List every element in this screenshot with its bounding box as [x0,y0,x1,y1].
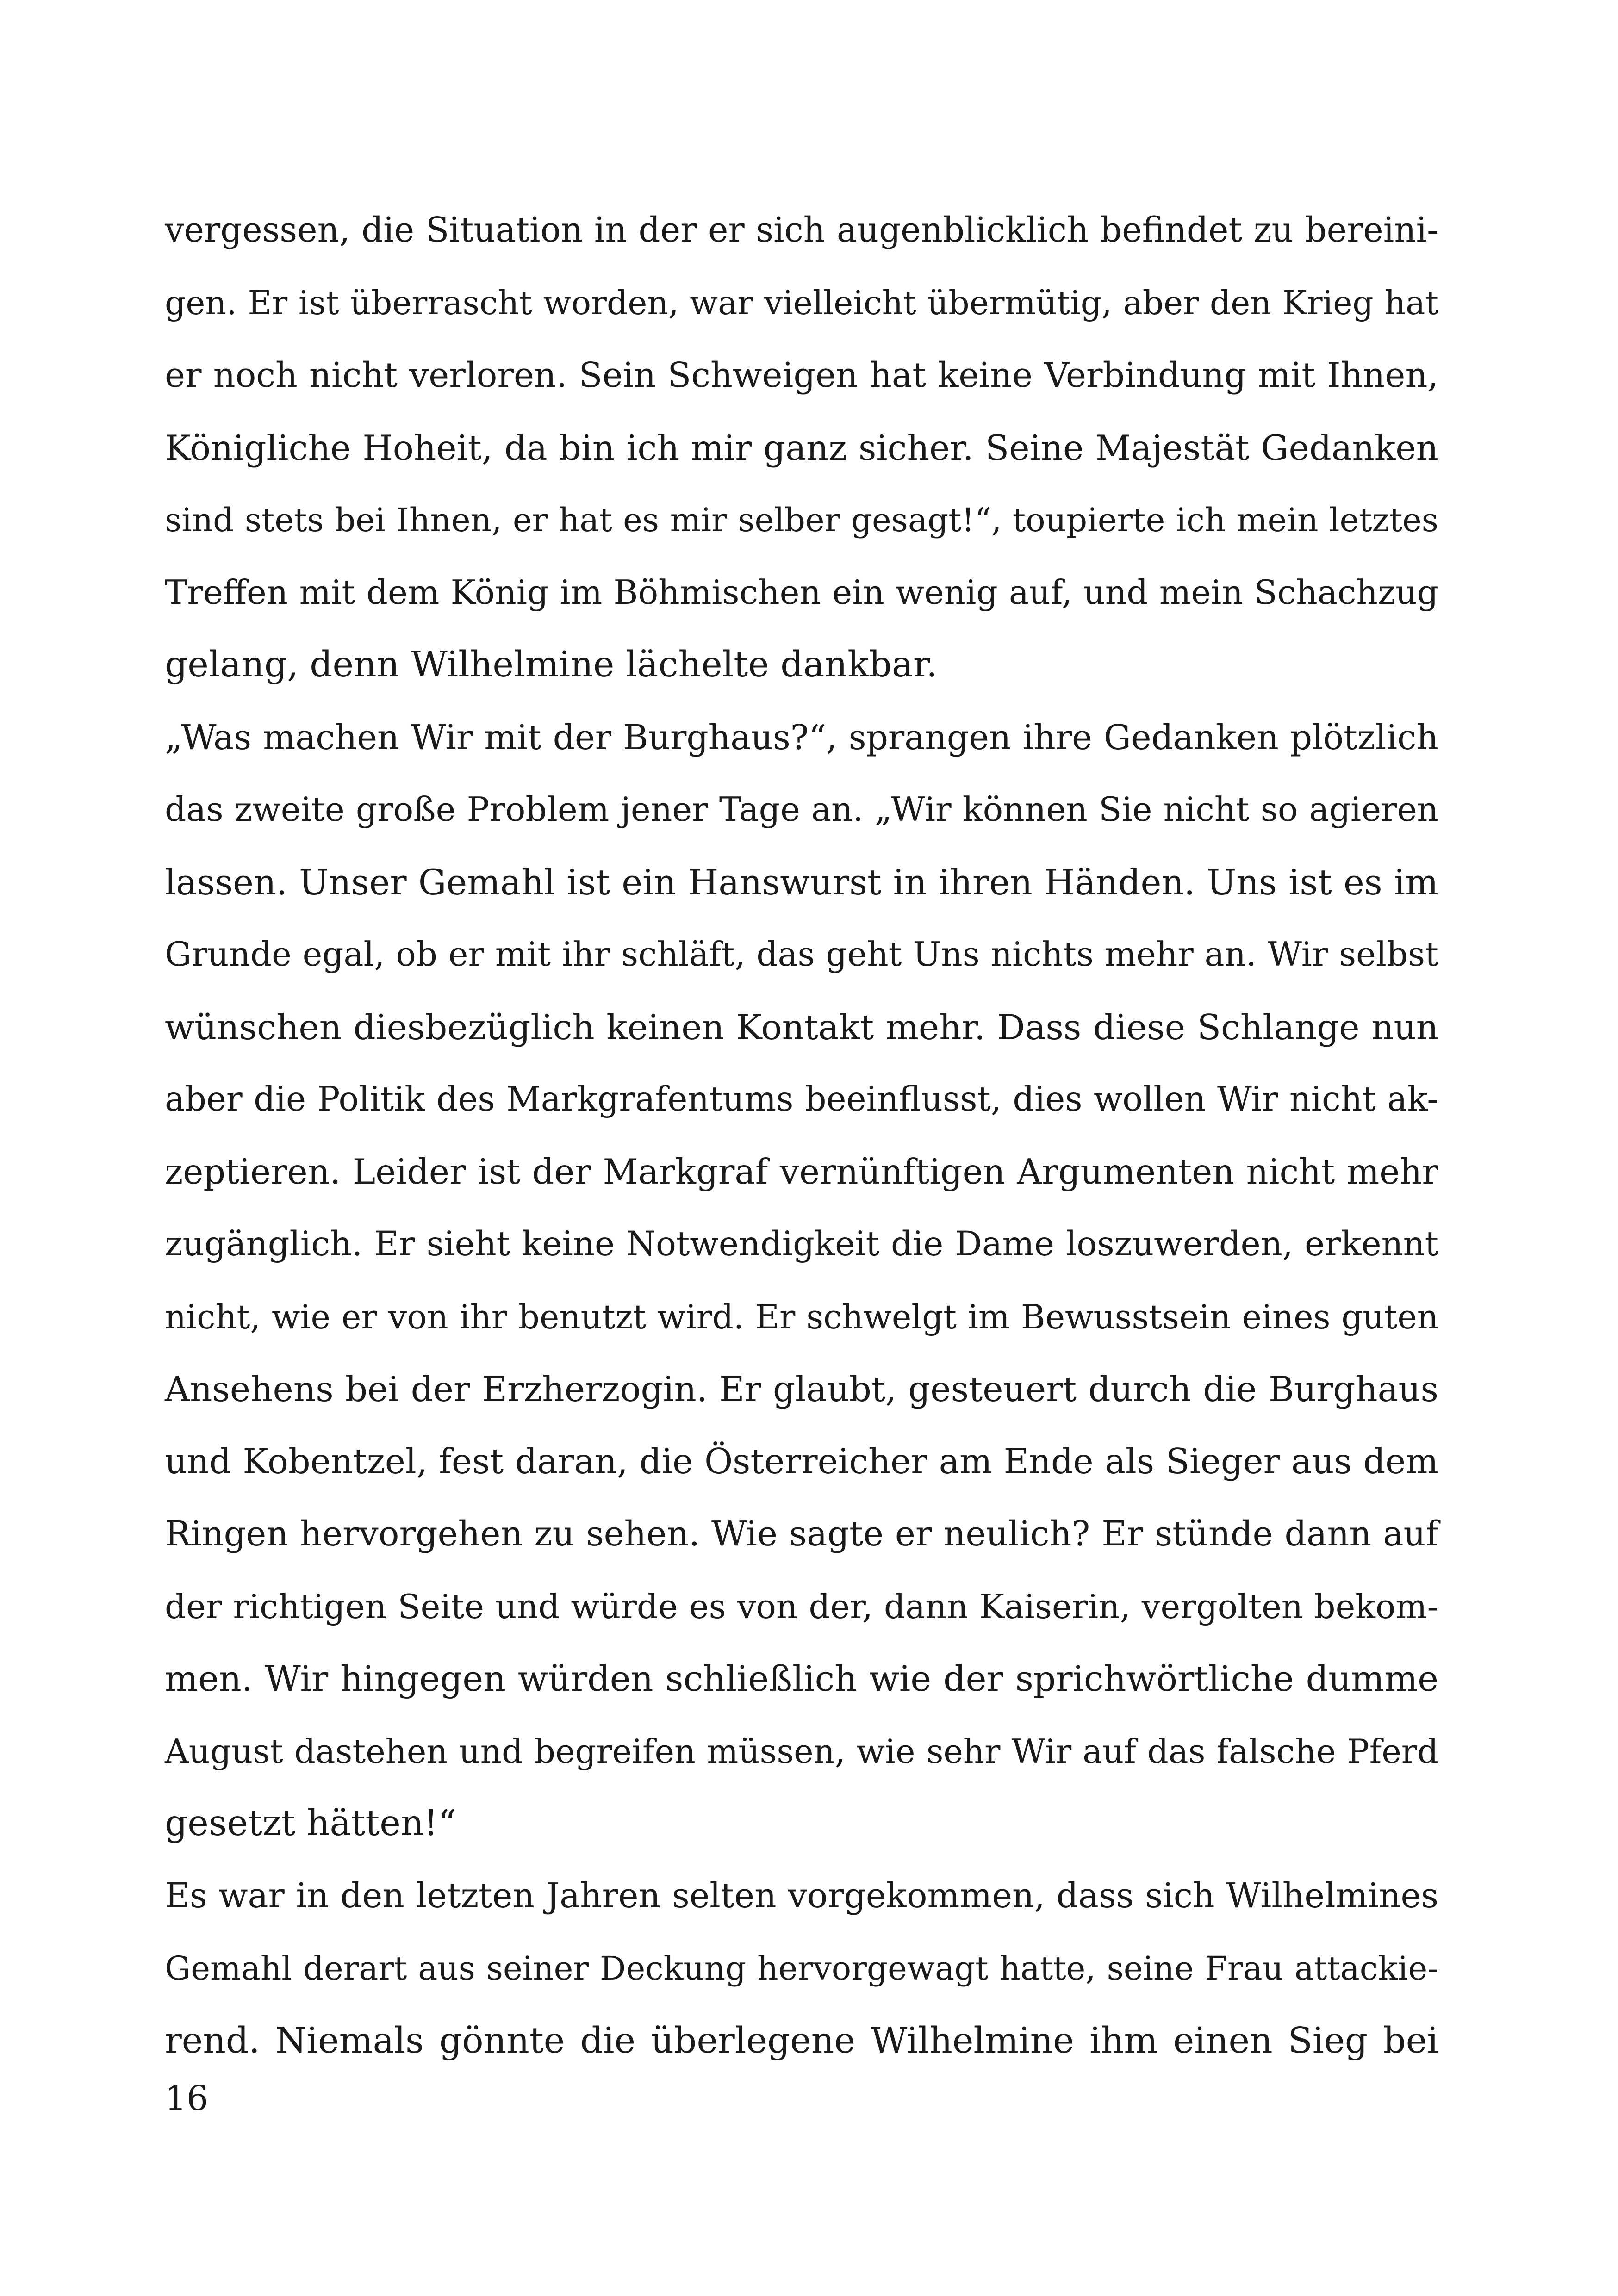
text-line: er noch nicht verloren. Sein Schweigen hat keine Verbindung mit Ihnen, [165,355,1438,395]
text-line: rend. Niemals gönnte die überlegene Wilhelmine ihm einen Sieg bei [165,2020,1438,2061]
text-line: Königliche Hoheit, da bin ich mir ganz sicher. Seine Majestät Gedanken [165,427,1438,468]
text-line: gelang, denn Wilhelmine lächelte dankbar. [165,644,938,685]
text-line: vergessen, die Situation in der er sich augenblicklich befindet zu bereini- [165,211,1438,250]
text-line: Es war in den letzten Jahren selten vorgekommen, dass sich Wilhelmines [165,1876,1438,1916]
text-line: Gemahl derart aus seiner Deckung hervorgewagt hatte, seine Frau attackie- [165,1949,1438,1987]
text-line: Ansehens bei der Erzherzogin. Er glaubt, gesteuert durch die Burghaus [165,1369,1438,1409]
text-line: men. Wir hingegen würden schließlich wie der sprichwörtliche dumme [165,1658,1438,1699]
text-line: und Kobentzel, fest daran, die Österreicher am Ende als Sieger aus dem [165,1441,1438,1482]
text-line: sind stets bei Ihnen, er hat es mir selber gesagt!“, toupierte ich mein letztes [165,501,1438,539]
text-line: gesetzt hätten!“ [165,1803,456,1844]
text-line: Ringen hervorgehen zu sehen. Wie sagte er neulich? Er stünde dann auf [165,1514,1438,1554]
text-line: aber die Politik des Markgrafentums beeinflusst, dies wollen Wir nicht ak- [165,1080,1438,1119]
text-line: „Was machen Wir mit der Burghaus?“, sprangen ihre Gedanken plötzlich [165,717,1438,757]
text-line: der richtigen Seite und würde es von der, dann Kaiserin, vergolten bekom- [165,1587,1438,1626]
text-line: Grunde egal, ob er mit ihr schläft, das geht Uns nichts mehr an. Wir selbst [165,935,1438,974]
text-line: zugänglich. Er sieht keine Notwendigkeit die Dame loszuwerden, erkennt [165,1224,1438,1264]
body-text [165,194,1438,2077]
text-line: zeptieren. Leider ist der Markgraf vernünftigen Argumenten nicht mehr [165,1151,1438,1192]
text-line: gen. Er ist überrascht worden, war vielleicht übermütig, aber den Krieg hat [165,283,1438,322]
text-line: wünschen diesbezüglich keinen Kontakt mehr. Dass diese Schlange nun [165,1006,1438,1048]
text-line: nicht, wie er von ihr benutzt wird. Er schwelgt im Bewusstsein eines guten [165,1297,1438,1336]
text-line: Treffen mit dem König im Böhmischen ein wenig auf, und mein Schachzug [165,573,1438,612]
text-line: das zweite große Problem jener Tage an. „Wir können Sie nicht so agieren [165,790,1438,829]
text-line: August dastehen und begreifen müssen, wie sehr Wir auf das falsche Pferd [165,1731,1438,1771]
page-number: 16 [165,2079,209,2118]
text-line: lassen. Unser Gemahl ist ein Hanswurst in ihren Händen. Uns ist es im [165,862,1438,903]
